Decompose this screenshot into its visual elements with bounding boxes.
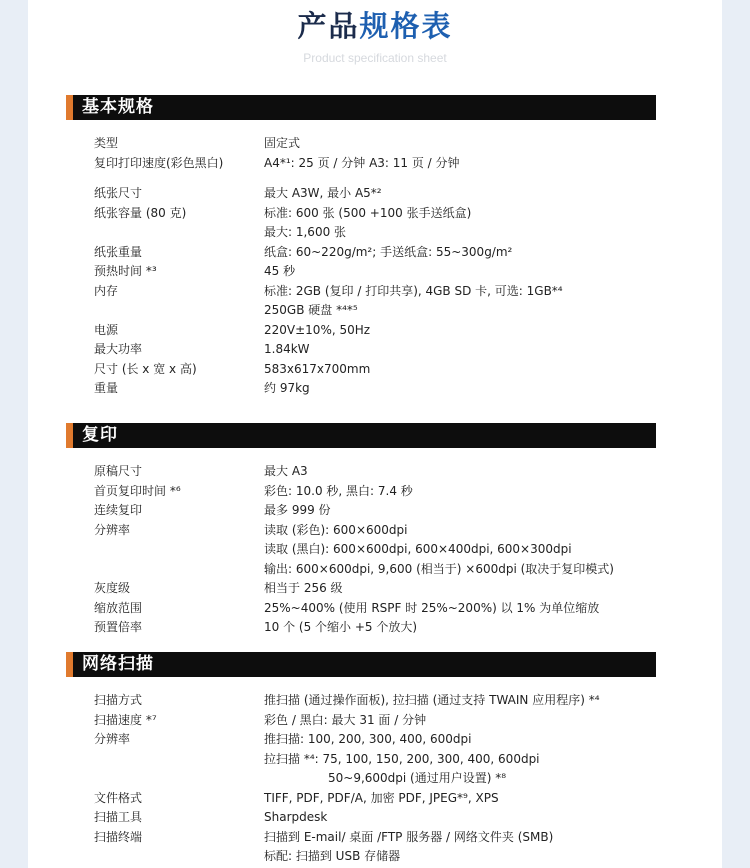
- section-title: 复印: [82, 425, 118, 445]
- spec-value: 读取 (黑白): 600×600dpi, 600×400dpi, 600×300dpi: [264, 542, 572, 556]
- spec-key: 首页复印时间 *⁶: [94, 483, 181, 498]
- spec-key: 灰度级: [94, 581, 131, 595]
- spec-row: [66, 501, 656, 521]
- spec-value: 1.84kW: [264, 342, 310, 356]
- spec-value: 推扫描 (通过操作面板), 拉扫描 (通过支持 TWAIN 应用程序) *⁴: [264, 693, 600, 707]
- spec-row: [66, 599, 656, 619]
- section-header: [66, 652, 656, 677]
- spec-key: 缩放范围: [94, 600, 143, 615]
- spec-key: 尺寸 (长 x 宽 x 高): [94, 361, 197, 376]
- spec-row: [66, 482, 656, 502]
- spec-key: 重量: [94, 381, 119, 395]
- spec-value: 最大 A3: [264, 464, 308, 478]
- spec-key: 扫描速度 *⁷: [94, 712, 157, 727]
- spec-row: [66, 134, 656, 154]
- spec-key: 分辨率: [94, 732, 131, 746]
- spec-row: [66, 711, 656, 731]
- spec-value: 583x617x700mm: [264, 361, 371, 376]
- section-accent-mark: [66, 652, 73, 677]
- spec-value: 50~9,600dpi (通过用户设置) *⁸: [328, 771, 507, 785]
- section-header: [66, 95, 656, 120]
- spec-value: 推扫描: 100, 200, 300, 400, 600dpi: [264, 732, 472, 746]
- spec-row: [66, 243, 656, 263]
- spec-value: 输出: 600×600dpi, 9,600 (相当于) ×600dpi (取决于复印模式): [264, 561, 614, 576]
- spec-value: 拉扫描 *⁴: 75, 100, 150, 200, 300, 400, 600dpi: [264, 751, 540, 766]
- spec-key: 类型: [94, 136, 119, 150]
- spec-value: 约 97kg: [264, 381, 310, 395]
- title-main: 产品: [297, 9, 360, 43]
- spec-key: 扫描工具: [94, 810, 143, 824]
- spec-key: 预热时间 *³: [94, 264, 157, 278]
- spec-key: 分辨率: [94, 522, 131, 537]
- spec-row: [66, 204, 656, 243]
- spec-row: [66, 579, 656, 599]
- spec-value: Sharpdesk: [264, 810, 328, 824]
- spec-value: 最大: 1,600 张: [264, 225, 347, 239]
- spec-value: 读取 (彩色): 600×600dpi: [264, 522, 408, 537]
- page-subtitle: Product specification sheet: [303, 51, 447, 65]
- spec-value: 固定式: [264, 136, 301, 150]
- spec-key: 纸张容量 (80 克): [94, 205, 187, 220]
- spec-key: 纸张重量: [94, 244, 143, 259]
- spec-row: [66, 360, 656, 380]
- spec-key: 扫描方式: [94, 693, 143, 707]
- spec-value: 标准: 600 张 (500 +100 张手送纸盒): [264, 205, 472, 220]
- spec-value: 45 秒: [264, 264, 296, 278]
- spec-key: 内存: [94, 283, 119, 298]
- section-title: 网络扫描: [82, 654, 154, 674]
- spec-row: [66, 379, 656, 399]
- spec-row: [66, 462, 656, 482]
- spec-value: 220V±10%, 50Hz: [264, 322, 371, 337]
- spec-row: [66, 828, 656, 867]
- spec-value: 相当于 256 级: [264, 581, 343, 595]
- spec-row: [66, 184, 656, 204]
- spec-row: [66, 262, 656, 282]
- spec-key: 复印打印速度(彩色黑白): [94, 155, 224, 170]
- spec-value: 10 个 (5 个缩小 +5 个放大): [264, 620, 418, 634]
- title-accent: 规格表: [359, 9, 453, 43]
- section-network-scan: [66, 652, 656, 867]
- section-accent-mark: [66, 95, 73, 120]
- spec-row: [66, 730, 656, 789]
- section-basic-specs: [66, 95, 656, 399]
- spec-value: 扫描到 E-mail/ 桌面 /FTP 服务器 / 网络文件夹 (SMB): [264, 829, 554, 844]
- section-accent-mark: [66, 423, 73, 448]
- spec-row: [66, 618, 656, 638]
- spec-row: [66, 691, 656, 711]
- spec-value: 最大 A3W, 最小 A5*²: [264, 186, 382, 200]
- spec-row: [66, 282, 656, 321]
- spec-key: 扫描终端: [94, 829, 143, 844]
- spec-key: 连续复印: [94, 503, 143, 517]
- spec-key: 最大功率: [94, 342, 143, 356]
- spec-value: 最多 999 份: [264, 503, 331, 517]
- page-title: [28, 4, 722, 45]
- spec-row: [66, 521, 656, 580]
- spec-value: 彩色 / 黑白: 最大 31 面 / 分钟: [264, 712, 427, 727]
- spec-value: TIFF, PDF, PDF/A, 加密 PDF, JPEG*⁹, XPS: [264, 790, 499, 805]
- section-header: [66, 423, 656, 448]
- section-copy: [66, 423, 656, 638]
- spec-key: 纸张尺寸: [94, 186, 143, 200]
- spec-key: 原稿尺寸: [94, 464, 143, 478]
- spec-value: 250GB 硬盘 *⁴*⁵: [264, 303, 358, 317]
- spec-value: 彩色: 10.0 秒, 黑白: 7.4 秒: [264, 483, 413, 498]
- spec-value: 标配: 扫描到 USB 存储器: [264, 849, 401, 863]
- spec-key: 预置倍率: [94, 620, 143, 634]
- spec-row: [66, 789, 656, 809]
- spec-key: 文件格式: [94, 790, 143, 805]
- spec-value: 25%~400% (使用 RSPF 时 25%~200%) 以 1% 为单位缩放: [264, 600, 600, 615]
- spec-row: [66, 340, 656, 360]
- spec-row: [66, 808, 656, 828]
- spec-value: A4*¹: 25 页 / 分钟 A3: 11 页 / 分钟: [264, 155, 460, 170]
- spec-row: [66, 321, 656, 341]
- spec-value: 标准: 2GB (复印 / 打印共享), 4GB SD 卡, 可选: 1GB*⁴: [264, 283, 563, 298]
- spec-row: [66, 154, 656, 174]
- header: [28, 0, 722, 65]
- section-title: 基本规格: [82, 97, 154, 117]
- spec-value: 纸盒: 60~220g/m²; 手送纸盒: 55~300g/m²: [264, 244, 513, 259]
- spec-key: 电源: [94, 322, 119, 337]
